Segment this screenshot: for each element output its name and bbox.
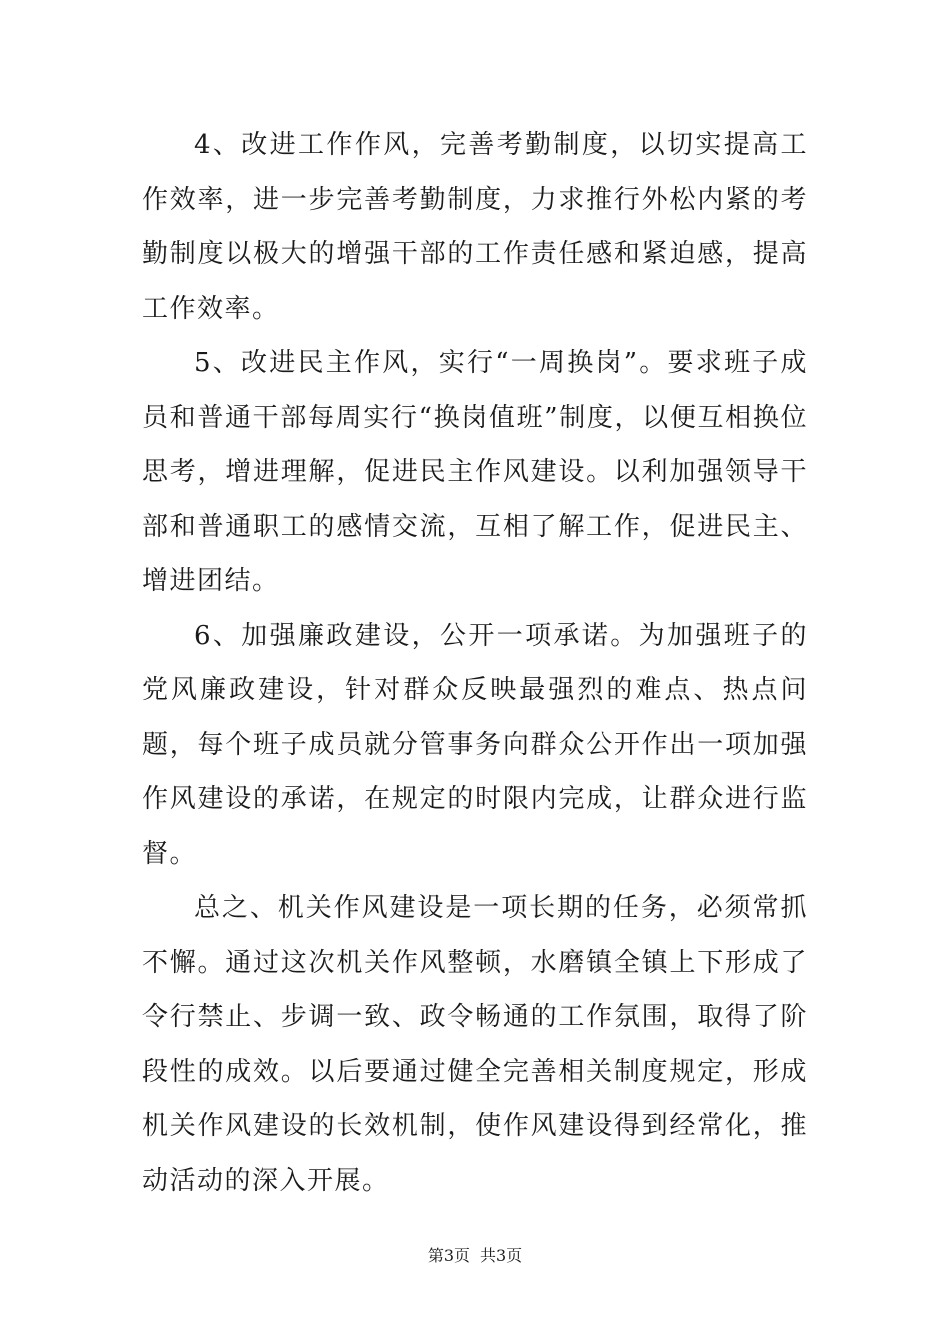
paragraph-item-4: 4、改进工作作风，完善考勤制度，以切实提高工作效率，进一步完善考勤制度，力求推行外松内紧的考勤制度以极大的增强干部的工作责任感和紧迫感，提高工作效率。 (142, 130, 808, 324)
document-body (142, 118, 808, 1208)
page-number: 第3页 (427, 1246, 470, 1265)
page-total: 共3页 (480, 1246, 523, 1265)
paragraph-conclusion: 总之、机关作风建设是一项长期的任务，必须常抓不懈。通过这次机关作风整顿，水磨镇全镇上下形成了令行禁止、步调一致、政令畅通的工作氛围，取得了阶段性的成效。以后要通过健全完善相关制度规定，形成机关作风建设的长效机制，使作风建设得到经常化，推动活动的深入开展。 (142, 893, 808, 1196)
page-footer (0, 1243, 950, 1266)
paragraph-item-5: 5、改进民主作风，实行“一周换岗”。要求班子成员和普通干部每周实行“换岗值班”制度，以便互相换位思考，增进理解，促进民主作风建设。以利加强领导干部和普通职工的感情交流，互相了解工作，促进民主、增进团结。 (142, 348, 808, 596)
paragraph-item-6: 6、加强廉政建设，公开一项承诺。为加强班子的党风廉政建设，针对群众反映最强烈的难点、热点问题，每个班子成员就分管事务向群众公开作出一项加强作风建设的承诺，在规定的时限内完成，让群众进行监督。 (142, 620, 808, 869)
